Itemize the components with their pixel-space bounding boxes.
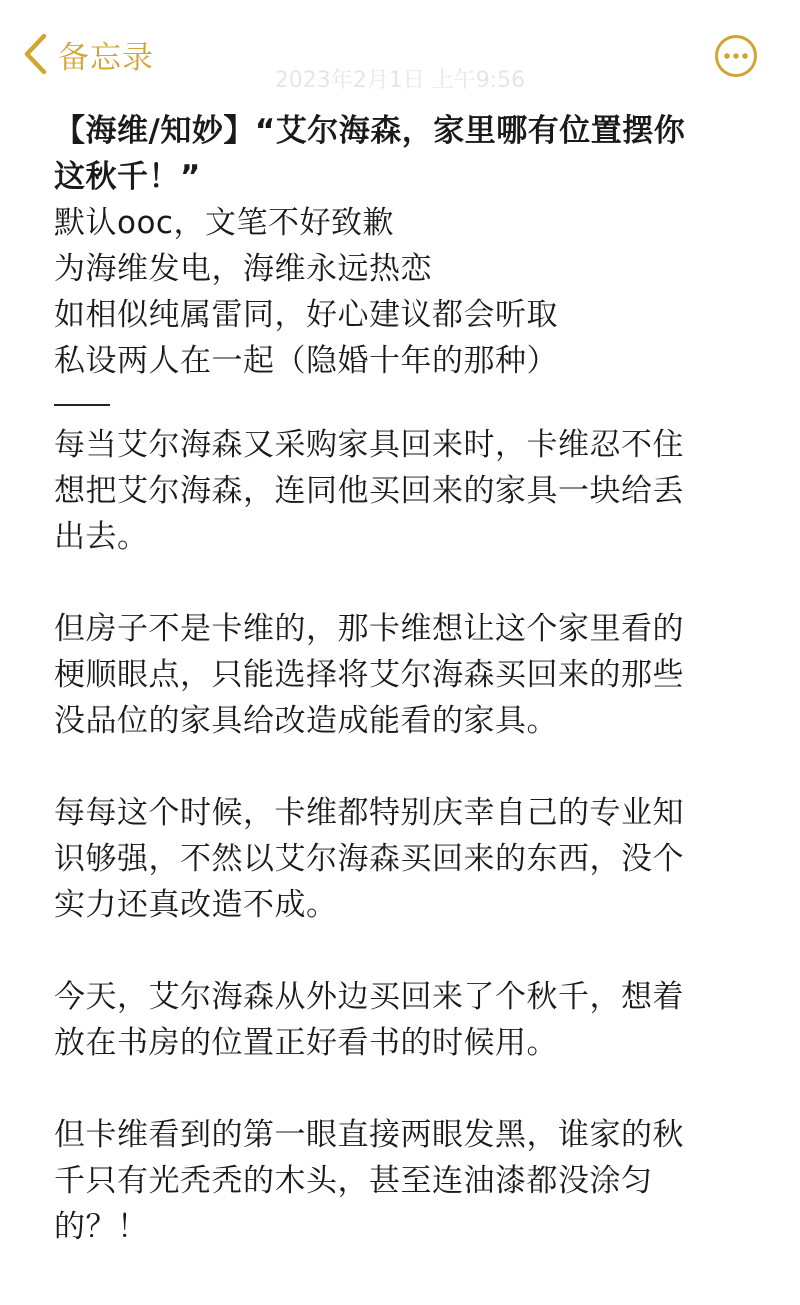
paragraph-line: 识够强，不然以艾尔海森买回来的东西，没个 — [54, 841, 684, 877]
story-paragraph — [54, 1112, 754, 1250]
note-intro — [54, 200, 754, 384]
intro-line: 为海维发电，海维永远热恋 — [54, 251, 432, 287]
paragraph-gap — [54, 928, 754, 974]
navigation-bar — [0, 0, 800, 110]
paragraph-line: 想把艾尔海森，连同他买回来的家具一块给丢 — [54, 473, 684, 509]
intro-line: 如相似纯属雷同，好心建议都会听取 — [54, 297, 558, 333]
intro-line: 默认ooc，文笔不好致歉 — [54, 205, 394, 241]
ellipsis-circle-icon — [714, 63, 758, 82]
story-paragraph — [54, 422, 754, 560]
paragraph-line: 今天，艾尔海森从外边买回来了个秋千，想着 — [54, 979, 684, 1015]
section-divider — [54, 404, 110, 406]
paragraph-line: 梗顺眼点，只能选择将艾尔海森买回来的那些 — [54, 657, 684, 693]
back-button-label: 备忘录 — [58, 39, 154, 76]
note-title-line: 这秋千！” — [54, 159, 201, 195]
more-options-button[interactable] — [714, 34, 758, 78]
story-paragraph — [54, 974, 754, 1066]
paragraph-line: 每每这个时候，卡维都特别庆幸自己的专业知 — [54, 795, 684, 831]
paragraph-gap — [54, 560, 754, 606]
note-title-line: 【海维/知妙】“艾尔海森，家里哪有位置摆你 — [54, 113, 686, 149]
paragraph-line: 千只有光秃秃的木头，甚至连油漆都没涂匀 — [54, 1163, 653, 1199]
paragraph-line: 每当艾尔海森又采购家具回来时，卡维忍不住 — [54, 427, 684, 463]
note-title — [54, 108, 754, 200]
paragraph-line: 但卡维看到的第一眼直接两眼发黑，谁家的秋 — [54, 1117, 684, 1153]
paragraph-line: 放在书房的位置正好看书的时候用。 — [54, 1025, 558, 1061]
paragraph-line: 的？！ — [54, 1209, 149, 1245]
paragraph-gap — [54, 744, 754, 790]
paragraph-line: 但房子不是卡维的，那卡维想让这个家里看的 — [54, 611, 684, 647]
paragraph-line: 实力还真改造不成。 — [54, 887, 338, 923]
intro-line: 私设两人在一起（隐婚十年的那种） — [54, 343, 558, 379]
paragraph-line: 没品位的家具给改造成能看的家具。 — [54, 703, 558, 739]
story-paragraph — [54, 790, 754, 928]
paragraph-gap — [54, 1066, 754, 1112]
paragraph-line: 出去。 — [54, 519, 149, 555]
note-date: 2023年2月1日 上午9:56 — [274, 68, 526, 93]
note-body[interactable] — [54, 108, 754, 1250]
story-paragraph — [54, 606, 754, 744]
